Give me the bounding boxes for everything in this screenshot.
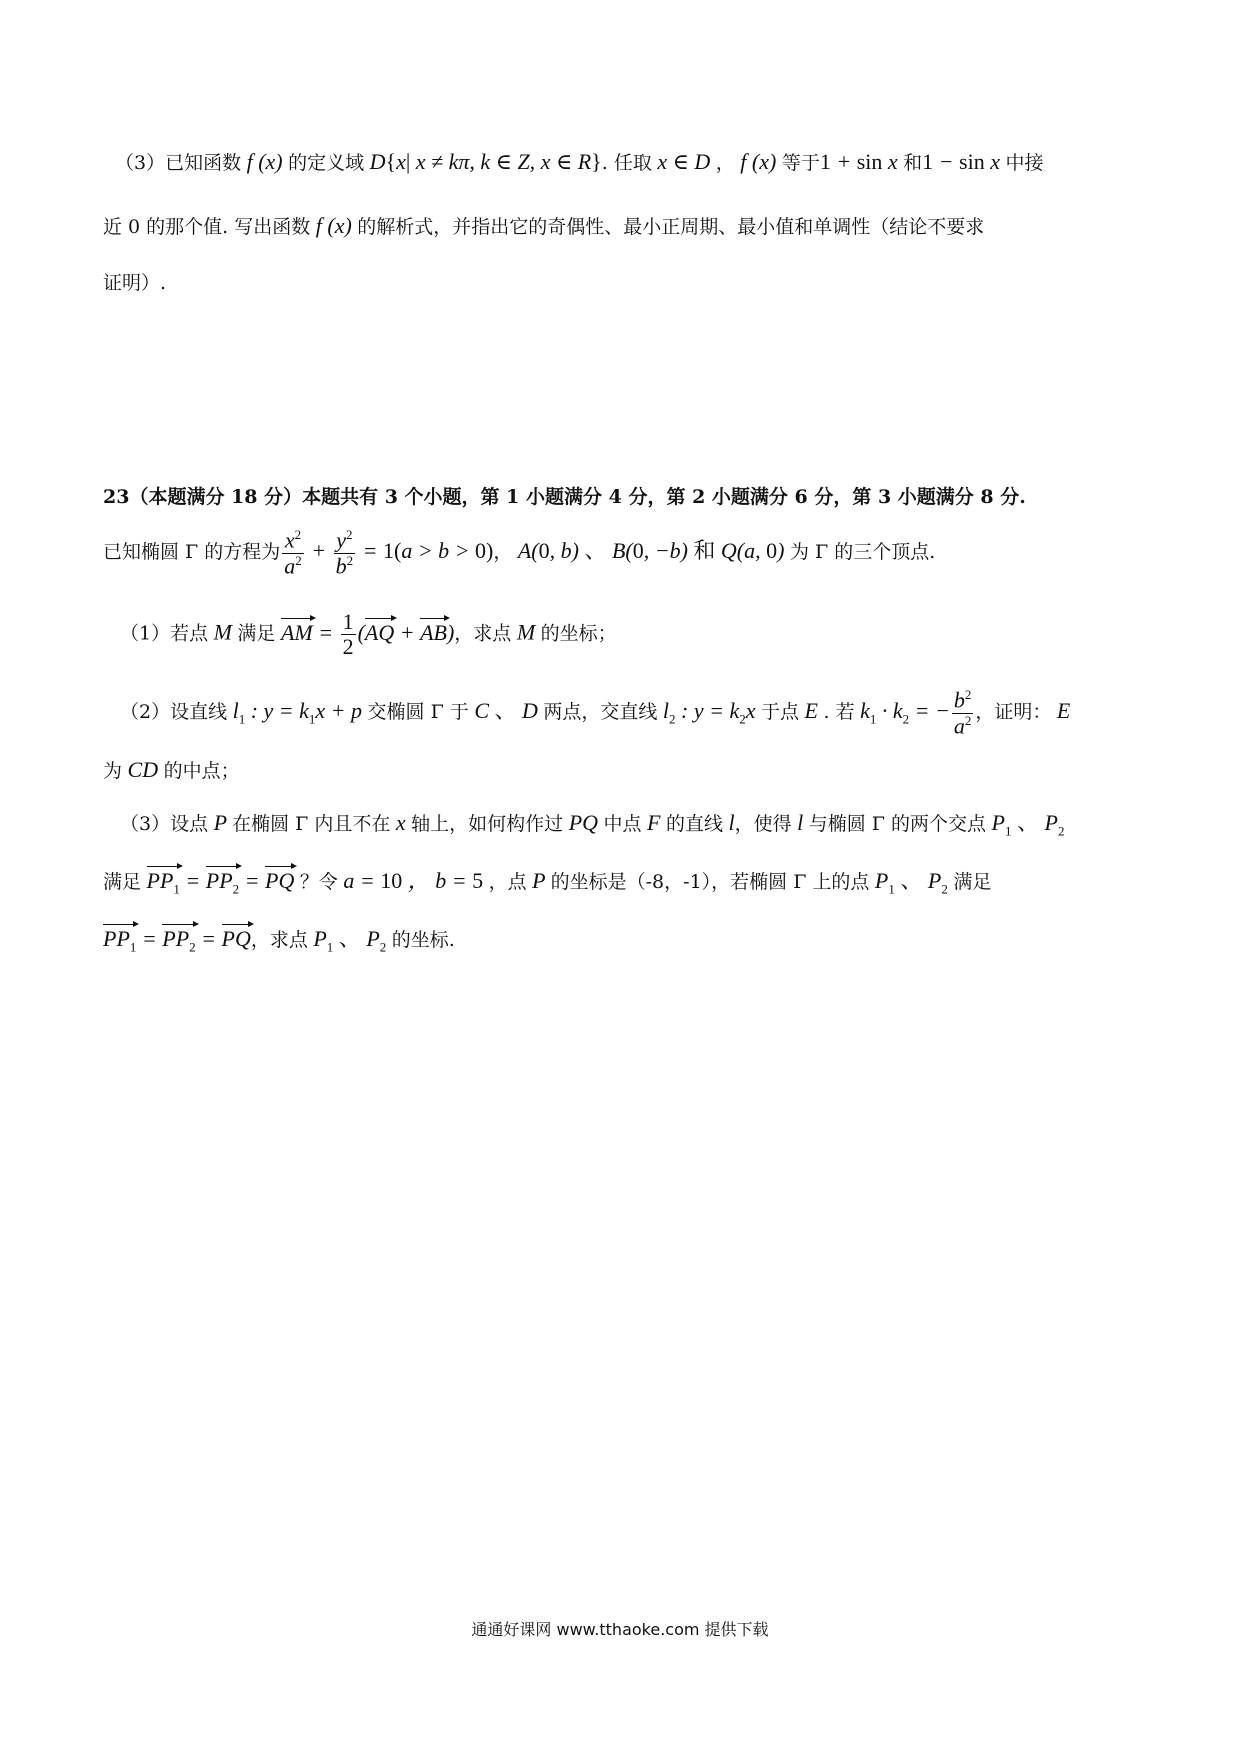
math-e: E	[799, 698, 824, 724]
math-vertices: A(0, b) 、 B(0, −b) 和 Q(a, 0)	[512, 538, 790, 564]
text-label: （3）已知函数	[115, 152, 242, 174]
math-1-minus-sin: 1 − sin x	[922, 149, 1006, 174]
math-m: M	[208, 619, 238, 645]
math-ellipse-eq: $\frac{x^2}{a^2}$ + $\frac{y^2}{b^2}$ = 1(a > b > 0)	[284, 527, 494, 578]
math-line-l1: $l_1$ : $y = k_1x + p$	[227, 698, 368, 727]
math-x: x	[390, 810, 412, 835]
p3-l2-b: ，点	[488, 871, 527, 893]
q23-part1	[120, 610, 1140, 659]
math-pq: PQ	[563, 810, 604, 835]
math-vec-eq-1: $PP_1 = PP_2$ = PQ	[146, 868, 295, 897]
p3-f: 与椭圆 Γ 的两个交点	[808, 813, 987, 835]
text-equal: 等于	[781, 152, 820, 174]
p1-end: 的坐标；	[540, 622, 617, 645]
p2-line2: 为	[103, 760, 123, 782]
intro-tail: 为 Γ 的三个顶点.	[789, 541, 936, 564]
p1-post: ，求点	[454, 622, 512, 645]
text-and: 和	[903, 152, 923, 174]
p3-d: 的直线	[665, 813, 723, 835]
math-e-2: E	[1051, 698, 1071, 724]
q23-part2-line2	[103, 756, 1123, 783]
math-p1p2-2: $P_1$ 、 $P_2$	[869, 868, 948, 897]
p3-l3-b: 的坐标.	[391, 929, 455, 951]
p3-l2-a: ？令	[299, 871, 338, 893]
intro-pre: 已知椭圆 Γ 的方程为	[103, 541, 281, 564]
comma: ，	[715, 152, 735, 174]
p2-e: ，证明：	[975, 701, 1052, 724]
math-cd-2: CD	[122, 757, 164, 782]
math-vector-am: AM = $\frac{1}{2}$ (AQ + AB)	[280, 609, 455, 660]
page-footer: 通通好课网 www.tthaoke.com 提供下载	[471, 1620, 769, 1639]
q23-intro	[103, 528, 1123, 578]
p3-l2-pre: 满足	[103, 871, 142, 893]
intro-post: ，	[493, 541, 513, 564]
p3-l2-c: 的坐标是（-8，-1），若椭圆 Γ 上的点	[550, 871, 870, 893]
p2-b: 两点，交直线	[543, 701, 658, 724]
text-after-set: . 任取	[601, 152, 652, 174]
q23-part3-line3	[103, 922, 1123, 955]
q23-part3-line2	[103, 864, 1123, 897]
p2-pre: （2）设直线	[120, 701, 228, 724]
math-p-2: P	[526, 868, 551, 893]
p3-b: 轴上，如何构作过	[411, 813, 564, 835]
p3-e: ，使得	[734, 813, 792, 835]
math-p: P	[208, 810, 233, 835]
p1-pre: （1）若点	[120, 622, 209, 645]
q23-header: 23（本题满分 18 分）本题共有 3 个小题，第 1 小题满分 4 分，第 2 小题满分 6 分，第 3 小题满分 8 分.	[103, 486, 1026, 508]
math-x-in-d: x ∈ D	[651, 149, 716, 174]
math-f: F	[641, 810, 666, 835]
math-cd: C 、 D	[468, 698, 544, 724]
p2-d: . 若	[823, 701, 855, 724]
prev-q3-line3: 证明）.	[103, 272, 167, 294]
math-fx: f (x)	[241, 149, 289, 174]
math-domain-set: D{x| x ≠ kπ, k ∈ Z, x ∈ R}	[364, 149, 602, 174]
math-l-2: l	[791, 810, 809, 835]
q23-part3-line1	[120, 806, 1140, 839]
math-m-2: M	[511, 619, 541, 645]
math-p1p2-3: $P_1$ 、 $P_2$	[307, 926, 387, 955]
p3-l3-a: ，求点	[250, 929, 308, 951]
text-line2: 近 0 的那个值. 写出函数	[103, 216, 311, 238]
p1-mid: 满足	[237, 622, 276, 645]
math-p1p2: $P_1$ 、 $P_2$	[986, 810, 1065, 839]
math-fx-3: f (x)	[310, 213, 358, 238]
math-line-l2: $l_2$ : $y = k_2x$	[657, 698, 762, 727]
p2-line2-end: 的中点；	[163, 760, 240, 782]
p2-c: 于点	[761, 701, 800, 724]
prev-q3-line1	[115, 148, 1135, 175]
math-fx-2: f (x)	[734, 149, 782, 174]
text-line2-end: 的解析式，并指出它的奇偶性、最小正周期、最小值和单调性（结论不要求	[357, 216, 985, 238]
text-end: 中接	[1005, 152, 1044, 174]
p2-a: 交椭圆 Γ 于	[367, 701, 469, 724]
p3-l2-d: 满足	[953, 871, 992, 893]
q23-part2-line1	[120, 688, 1140, 738]
text-mid: 的定义域	[288, 152, 365, 174]
p3-pre: （3）设点	[120, 813, 209, 835]
p3-c: 中点	[603, 813, 642, 835]
math-1-plus-sin: 1 + sin x	[819, 149, 904, 174]
math-l: l	[723, 810, 735, 835]
math-vec-eq-2: $PP_1 = PP_2$ = PQ	[103, 926, 251, 955]
math-k1k2: $k_1 \cdot k_2$ = − $\frac{b^2}{a^2}$	[854, 687, 972, 738]
p3-a: 在椭圆 Γ 内且不在	[232, 813, 391, 835]
math-a-b-values: a = 10 ， b = 5	[337, 868, 484, 893]
prev-q3-line2	[103, 212, 1123, 239]
